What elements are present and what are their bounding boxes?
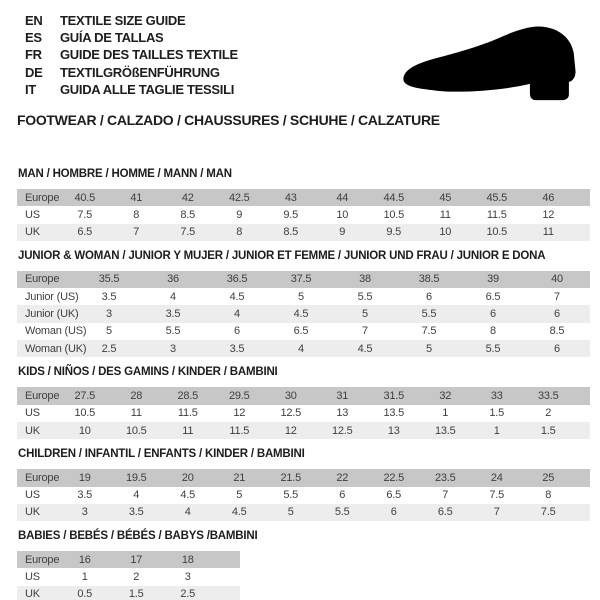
size-value: 17 xyxy=(130,553,143,566)
header xyxy=(0,0,600,128)
size-table-section-babies xyxy=(17,530,600,600)
size-value: 46 xyxy=(542,191,555,204)
size-value: 11.5 xyxy=(229,424,250,437)
size-value: 6.5 xyxy=(77,226,93,239)
size-value: 1.5 xyxy=(540,424,556,437)
size-value: 5.5 xyxy=(334,506,350,519)
size-table-section-junior xyxy=(17,250,600,357)
size-value: 3.5 xyxy=(77,489,93,502)
size-value: 11.5 xyxy=(177,407,198,420)
size-value: 1 xyxy=(81,571,88,584)
size-value: 13 xyxy=(387,424,400,437)
table-row xyxy=(17,487,590,504)
size-value: 7.5 xyxy=(77,208,93,221)
size-value: 3 xyxy=(170,342,176,355)
language-label: TEXTILE SIZE GUIDE xyxy=(60,13,186,29)
size-value: 13.5 xyxy=(434,424,456,437)
table-row xyxy=(17,568,240,585)
size-value: 24 xyxy=(490,471,503,484)
size-value: 28 xyxy=(130,389,143,402)
size-value: 4 xyxy=(234,308,240,321)
size-value: 5.5 xyxy=(421,308,437,321)
table-row xyxy=(17,340,590,357)
size-value: 8 xyxy=(236,226,243,239)
language-code: DE xyxy=(25,64,43,80)
size-value: 40 xyxy=(551,273,563,286)
size-value: 10.5 xyxy=(125,424,147,437)
size-value: 7.5 xyxy=(180,226,196,239)
size-value: 1.5 xyxy=(489,407,505,420)
size-value: 3.5 xyxy=(101,290,117,303)
size-value: 8.5 xyxy=(180,208,196,221)
size-value: 5 xyxy=(426,342,432,355)
size-value: 39 xyxy=(487,273,499,286)
row-label: Woman (US) xyxy=(25,325,87,338)
size-value: 10.5 xyxy=(486,226,508,239)
table-title: JUNIOR & WOMAN / JUNIOR Y MUJER / JUNIOR ET FEMME / JUNIOR UND FRAU / JUNIOR E DONA xyxy=(18,249,546,262)
size-value: 2.5 xyxy=(101,342,117,355)
size-value: 36 xyxy=(167,273,179,286)
size-value: 36.5 xyxy=(226,273,248,286)
size-table xyxy=(17,271,590,357)
size-value: 1.5 xyxy=(128,588,144,600)
table-title: CHILDREN / INFANTIL / ENFANTS / KINDER / BAMBINI xyxy=(18,448,305,461)
size-value: 9.5 xyxy=(283,208,299,221)
size-value: 8.5 xyxy=(283,226,299,239)
size-value: 7.5 xyxy=(421,325,437,338)
size-value: 9.5 xyxy=(386,226,402,239)
table-row xyxy=(17,405,590,422)
size-value: 5 xyxy=(236,489,243,502)
size-value: 31.5 xyxy=(383,389,405,402)
size-value: 5 xyxy=(106,325,112,338)
size-value: 3 xyxy=(106,308,112,321)
size-value: 4.5 xyxy=(231,506,247,519)
size-value: 4.5 xyxy=(293,308,309,321)
size-value: 40.5 xyxy=(74,191,96,204)
size-value: 8.5 xyxy=(549,325,565,338)
table-header-row xyxy=(17,551,240,568)
size-value: 6 xyxy=(554,308,560,321)
size-value: 19.5 xyxy=(125,471,147,484)
row-label: US xyxy=(25,208,40,221)
size-value: 2 xyxy=(133,571,140,584)
size-value: 12 xyxy=(284,424,297,437)
size-value: 7 xyxy=(362,325,368,338)
row-label: UK xyxy=(25,424,40,437)
size-value: 45.5 xyxy=(486,191,508,204)
size-value: 4.5 xyxy=(180,489,196,502)
size-value: 11 xyxy=(542,226,554,239)
size-value: 10 xyxy=(439,226,452,239)
size-value: 21 xyxy=(233,471,246,484)
language-label: TEXTILGRÖßENFÜHRUNG xyxy=(60,64,220,80)
size-value: 3.5 xyxy=(165,308,181,321)
table-row xyxy=(17,288,590,305)
size-value: 3.5 xyxy=(229,342,245,355)
size-value: 31 xyxy=(336,389,349,402)
size-value: 38 xyxy=(359,273,371,286)
size-value: 25 xyxy=(542,471,555,484)
size-value: 5.5 xyxy=(485,342,501,355)
size-value: 10 xyxy=(78,424,91,437)
size-value: 42 xyxy=(181,191,194,204)
size-value: 3.5 xyxy=(128,506,144,519)
size-value: 28.5 xyxy=(177,389,199,402)
size-value: 2 xyxy=(545,407,552,420)
shoe-icon xyxy=(394,24,584,102)
size-value: 1 xyxy=(442,407,449,420)
size-value: 20 xyxy=(181,471,194,484)
size-table xyxy=(17,551,240,600)
size-value: 38.5 xyxy=(418,273,440,286)
size-value: 8 xyxy=(133,208,140,221)
size-value: 4 xyxy=(133,489,140,502)
size-table-section-children xyxy=(17,448,600,521)
row-label: UK xyxy=(25,588,40,600)
size-value: 18 xyxy=(181,553,194,566)
size-value: 6.5 xyxy=(437,506,453,519)
size-value: 3 xyxy=(184,571,191,584)
size-table-section-kids xyxy=(17,366,600,439)
table-title: BABIES / BEBÉS / BÉBÉS / BABYS /BAMBINI xyxy=(18,530,258,543)
size-value: 33 xyxy=(490,389,503,402)
size-value: 6 xyxy=(426,290,432,303)
size-value: 7.5 xyxy=(489,489,505,502)
size-value: 4 xyxy=(170,290,176,303)
size-value: 33.5 xyxy=(537,389,559,402)
size-value: 11 xyxy=(439,208,451,221)
size-value: 37.5 xyxy=(290,273,312,286)
size-table xyxy=(17,189,590,241)
size-value: 8 xyxy=(545,489,552,502)
row-label: Junior (US) xyxy=(25,290,79,303)
size-value: 11 xyxy=(182,424,194,437)
size-tables xyxy=(17,168,600,600)
size-value: 8 xyxy=(490,325,496,338)
size-value: 29.5 xyxy=(228,389,250,402)
table-row xyxy=(17,586,240,600)
table-row xyxy=(17,504,590,521)
size-value: 1 xyxy=(493,424,500,437)
size-value: 5 xyxy=(362,308,368,321)
size-value: 10.5 xyxy=(74,407,96,420)
size-table xyxy=(17,469,590,521)
size-value: 12 xyxy=(542,208,555,221)
size-value: 7 xyxy=(133,226,140,239)
row-label: US xyxy=(25,407,40,420)
size-value: 6 xyxy=(554,342,560,355)
table-row xyxy=(17,323,590,340)
size-value: 5 xyxy=(298,290,304,303)
table-row xyxy=(17,305,590,322)
table-header-row xyxy=(17,189,590,206)
size-value: 32 xyxy=(439,389,452,402)
size-value: 6.5 xyxy=(293,325,309,338)
size-value: 10.5 xyxy=(383,208,405,221)
size-value: 4 xyxy=(298,342,304,355)
size-value: 44.5 xyxy=(383,191,405,204)
row-label: Woman (UK) xyxy=(25,342,87,355)
size-value: 42.5 xyxy=(228,191,250,204)
row-label: UK xyxy=(25,226,40,239)
table-title: MAN / HOMBRE / HOMME / MANN / MAN xyxy=(18,167,232,180)
category-line: FOOTWEAR / CALZADO / CHAUSSURES / SCHUHE / CALZATURE xyxy=(17,111,440,128)
size-value: 6.5 xyxy=(386,489,402,502)
size-value: 22.5 xyxy=(383,471,405,484)
size-value: 4 xyxy=(184,506,191,519)
size-value: 10 xyxy=(336,208,349,221)
size-value: 43 xyxy=(284,191,297,204)
size-value: 6 xyxy=(234,325,240,338)
row-label: Europe xyxy=(25,191,60,204)
size-value: 44 xyxy=(336,191,349,204)
row-label: Junior (UK) xyxy=(25,308,79,321)
size-value: 27.5 xyxy=(74,389,96,402)
size-value: 5.5 xyxy=(165,325,181,338)
table-row xyxy=(17,422,590,439)
row-label: UK xyxy=(25,506,40,519)
size-value: 16 xyxy=(78,553,91,566)
size-value: 35.5 xyxy=(98,273,120,286)
size-value: 3 xyxy=(81,506,88,519)
size-value: 11 xyxy=(130,407,142,420)
row-label: Europe xyxy=(25,471,60,484)
language-code: ES xyxy=(25,30,42,46)
table-header-row xyxy=(17,387,590,404)
row-label: US xyxy=(25,571,40,584)
row-label: Europe xyxy=(25,389,60,402)
size-table xyxy=(17,387,590,439)
size-value: 4.5 xyxy=(229,290,245,303)
table-row xyxy=(17,206,590,223)
size-value: 5.5 xyxy=(357,290,373,303)
size-value: 45 xyxy=(439,191,452,204)
size-value: 6 xyxy=(339,489,346,502)
row-label: Europe xyxy=(25,553,60,566)
size-value: 6 xyxy=(490,308,496,321)
size-value: 9 xyxy=(236,208,243,221)
language-label: GUÍA DE TALLAS xyxy=(60,30,164,46)
language-code: FR xyxy=(25,47,42,63)
size-value: 7.5 xyxy=(540,506,556,519)
size-value: 23.5 xyxy=(434,471,456,484)
size-value: 19 xyxy=(78,471,91,484)
size-table-section-man xyxy=(17,168,600,241)
row-label: Europe xyxy=(25,273,60,286)
size-value: 11.5 xyxy=(486,208,507,221)
size-value: 2.5 xyxy=(180,588,196,600)
size-value: 30 xyxy=(284,389,297,402)
size-value: 7 xyxy=(442,489,449,502)
size-value: 22 xyxy=(336,471,349,484)
size-value: 5.5 xyxy=(283,489,299,502)
size-value: 6 xyxy=(390,506,397,519)
language-label: GUIDE DES TAILLES TEXTILE xyxy=(60,47,238,63)
size-value: 9 xyxy=(339,226,346,239)
language-label: GUIDA ALLE TAGLIE TESSILI xyxy=(60,81,235,97)
size-value: 7 xyxy=(493,506,500,519)
table-header-row xyxy=(17,271,590,288)
table-header-row xyxy=(17,469,590,486)
size-value: 7 xyxy=(554,290,560,303)
size-value: 12.5 xyxy=(280,407,302,420)
size-value: 4.5 xyxy=(357,342,373,355)
row-label: US xyxy=(25,489,40,502)
table-title: KIDS / NIÑOS / DES GAMINS / KINDER / BAMBINI xyxy=(18,366,278,379)
size-value: 13.5 xyxy=(383,407,405,420)
size-value: 41 xyxy=(130,191,143,204)
table-row xyxy=(17,224,590,241)
size-value: 0.5 xyxy=(77,588,93,600)
size-value: 5 xyxy=(287,506,294,519)
size-value: 21.5 xyxy=(280,471,302,484)
size-value: 12.5 xyxy=(331,424,353,437)
size-value: 6.5 xyxy=(485,290,501,303)
size-value: 13 xyxy=(336,407,349,420)
language-code: IT xyxy=(25,81,36,97)
language-code: EN xyxy=(25,13,43,29)
size-value: 12 xyxy=(233,407,246,420)
